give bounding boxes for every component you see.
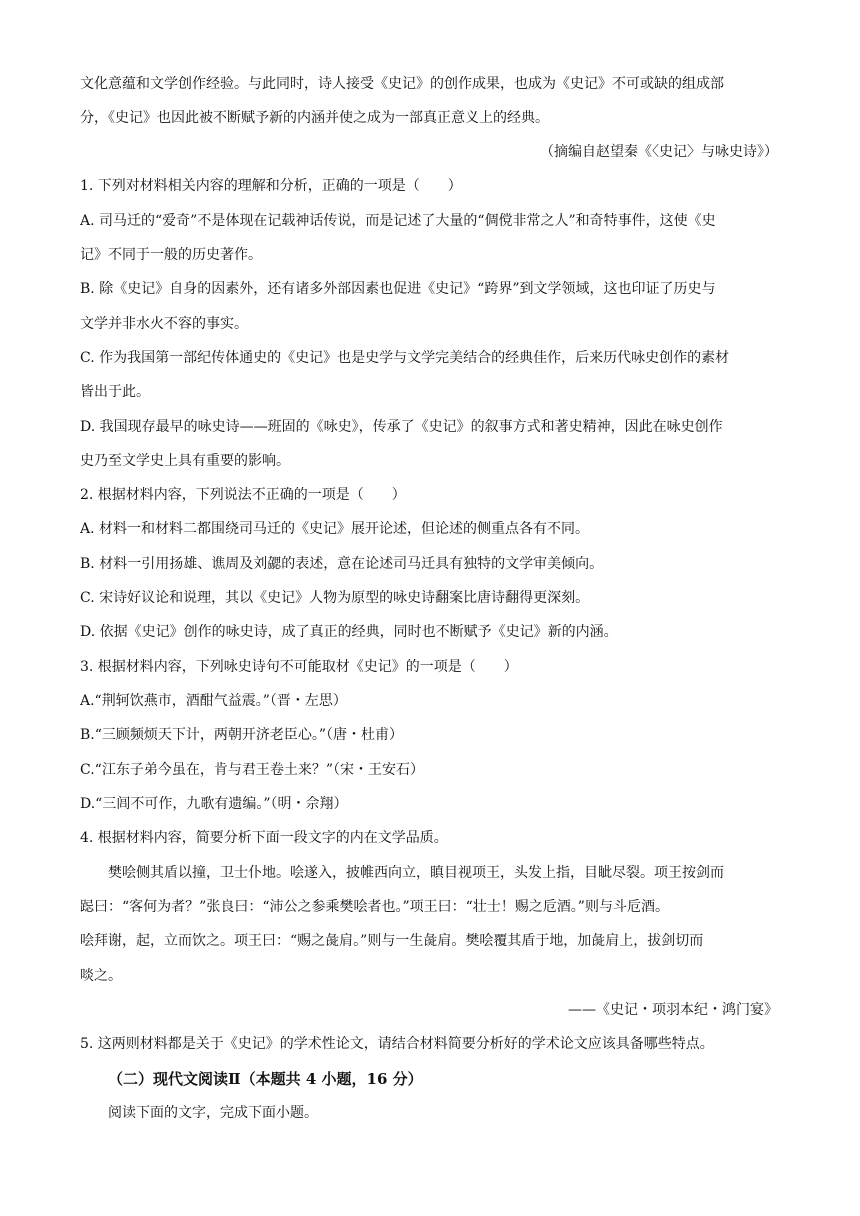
quote-paragraph: 樊哙侧其盾以撞，卫士仆地。哙遂入，披帷西向立，瞋目视项王，头发上指，目眦尽裂。项王按剑而 xyxy=(108,865,724,881)
option-2d: D. 依据《史记》创作的咏史诗，成了真正的经典，同时也不断赋予《史记》新的内涵。 xyxy=(80,624,618,640)
option-1b: B. 除《史记》自身的因素外，还有诸多外部因素也促进《史记》“跨界”到文学领域，这也印证了历史与 xyxy=(80,281,716,297)
quote-paragraph: 跽曰：“客何为者？”张良曰：“沛公之参乘樊哙者也。”项王曰：“壮士！赐之卮酒。”则与斗卮酒。 xyxy=(80,899,669,915)
question-1-stem: 1. 下列对材料相关内容的理解和分析，正确的一项是（ ） xyxy=(80,178,462,194)
option-1a-cont: 记》不同于一般的历史著作。 xyxy=(80,247,262,263)
intro-source: （摘编自赵望秦《〈史记〉与咏史诗》） xyxy=(540,144,778,160)
option-3c: C.“江东子弟今虽在，肯与君王卷土来？”（宋・王安石） xyxy=(80,762,424,778)
intro-line: 文化意蕴和文学创作经验。与此同时，诗人接受《史记》的创作成果，也成为《史记》不可或缺的组成部 xyxy=(80,76,724,92)
option-1c-cont: 皆出于此。 xyxy=(80,384,150,400)
option-2b: B. 材料一引用扬雄、谯周及刘勰的表述，意在论述司马迁具有独特的文学审美倾向。 xyxy=(80,556,604,572)
option-1b-cont: 文学并非水火不容的事实。 xyxy=(80,316,248,332)
option-2a: A. 材料一和材料二都围绕司马迁的《史记》展开论述，但论述的侧重点各有不同。 xyxy=(80,521,590,537)
question-5-stem: 5. 这两则材料都是关于《史记》的学术性论文，请结合材料简要分析好的学术论文应该具备哪些特点。 xyxy=(80,1036,714,1052)
option-1d: D. 我国现存最早的咏史诗——班固的《咏史》，传承了《史记》的叙事方式和著史精神，因此在咏史创作 xyxy=(80,419,723,435)
question-2-stem: 2. 根据材料内容，下列说法不正确的一项是（ ） xyxy=(80,487,406,503)
option-2c: C. 宋诗好议论和说理，其以《史记》人物为原型的咏史诗翻案比唐诗翻得更深刻。 xyxy=(80,590,590,606)
option-3d: D.“三闾不可作，九歌有遗编。”（明・佘翔） xyxy=(80,796,348,812)
option-1a: A. 司马迁的“爱奇”不是体现在记载神话传说，而是记述了大量的“倜傥非常之人”和奇特事件，这使《史 xyxy=(80,213,716,229)
intro-line: 分，《史记》也因此被不断赋予新的内涵并使之成为一部真正意义上的经典。 xyxy=(80,110,549,126)
section-title: （二）现代文阅读Ⅱ（本题共 4 小题，16 分） xyxy=(108,1070,423,1088)
option-3b: B.“三顾频烦天下计，两朝开济老臣心。”（唐・杜甫） xyxy=(80,727,404,743)
quote-source: ——《史记・项羽本纪・鸿门宴》 xyxy=(568,1002,778,1018)
quote-paragraph: 哙拜谢，起，立而饮之。项王曰：“赐之彘肩。”则与一生彘肩。樊哙覆其盾于地，加彘肩上，拔剑切而 xyxy=(80,933,704,949)
quote-paragraph: 啖之。 xyxy=(80,968,122,984)
question-3-stem: 3. 根据材料内容，下列咏史诗句不可能取材《史记》的一项是（ ） xyxy=(80,659,518,675)
question-4-stem: 4. 根据材料内容，简要分析下面一段文字的内在文学品质。 xyxy=(80,830,448,846)
option-3a: A.“荆轲饮燕市，酒酣气益震。”（晋・左思） xyxy=(80,693,347,709)
section-instruction: 阅读下面的文字，完成下面小题。 xyxy=(108,1105,318,1121)
option-1c: C. 作为我国第一部纪传体通史的《史记》也是史学与文学完美结合的经典佳作，后来历代咏史创作的素材 xyxy=(80,350,730,366)
option-1d-cont: 史乃至文学史上具有重要的影响。 xyxy=(80,453,290,469)
